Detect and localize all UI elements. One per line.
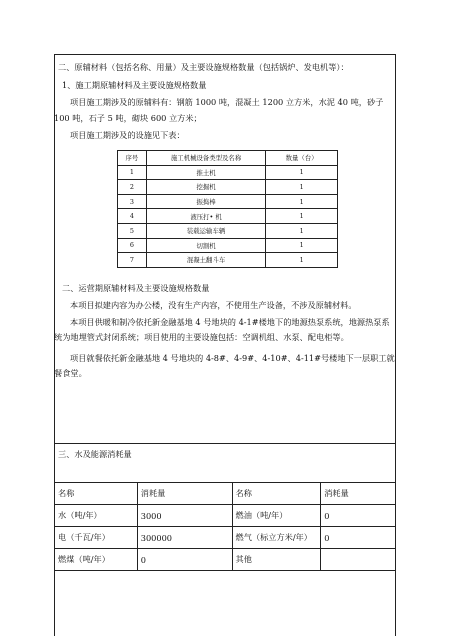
- table-cell: 1: [266, 180, 338, 195]
- equipment-table: [117, 150, 338, 268]
- table-cell: 1: [266, 194, 338, 209]
- materials-line-1: 项目施工期涉及的原辅料有：钢筋 1000 吨，混凝土 1200 立方米，水泥 40 吨，砂子: [70, 97, 384, 107]
- section2-heading: 二、原辅材料（包括名称、用量）及主要设施规格数量（包括锅炉、发电机等）：: [58, 62, 349, 72]
- table-cell: 挖掘机: [146, 180, 265, 195]
- resource-table-header: [55, 483, 396, 505]
- table-cell: 300000: [137, 527, 232, 549]
- header-cell: 消耗量: [137, 483, 232, 505]
- table-cell: 1: [266, 209, 338, 224]
- table-row: [118, 180, 338, 195]
- header-cell: 消耗量: [321, 483, 396, 505]
- table-cell: 燃煤（吨/年）: [55, 549, 138, 571]
- table-cell: 电（千瓦/年）: [55, 527, 138, 549]
- table-cell: 1: [266, 223, 338, 238]
- table-cell: 燃油（吨/年）: [232, 505, 321, 527]
- table-cell: 燃气（标立方米/年）: [232, 527, 321, 549]
- section-divider: [54, 443, 396, 444]
- header-cell: 数量（台）: [266, 151, 338, 166]
- operation-subheading: 二、运营期原辅材料及主要设施规格数量: [62, 283, 210, 293]
- table-cell: 液压打• 机: [146, 209, 265, 224]
- table-cell: 0: [137, 549, 232, 571]
- table-cell: 1: [266, 238, 338, 253]
- table-row: [55, 527, 396, 549]
- operation-paragraph-1: 本项目拟建内容为办公楼，没有生产内容，不使用生产设备，不涉及原辅材料。: [70, 300, 357, 310]
- table-row: [118, 238, 338, 253]
- table-cell: 0: [321, 505, 396, 527]
- table-cell: 6: [118, 238, 147, 253]
- operation-paragraph-2: 本项目供暖和制冷依托新金融基地 4 号地块的 4-1#楼地下的地源热泵系统，地源热泵系统为地埋管式封闭系统；项目使用的主要设施包括：空调机组、水泵、配电柜等。: [54, 317, 390, 342]
- operation-paragraph-3: 项目就餐依托新金融基地 4 号地块的 4-8#、4-9#、4-10#、4-11#号楼地下一层职工就餐食堂。: [54, 353, 395, 378]
- table-row: [55, 505, 396, 527]
- table-cell: 3000: [137, 505, 232, 527]
- resource-table: [54, 482, 396, 571]
- table-row: [118, 223, 338, 238]
- table-cell: 切割机: [146, 238, 265, 253]
- table-cell: 5: [118, 223, 147, 238]
- table-cell: 1: [118, 165, 147, 180]
- table-row: [118, 209, 338, 224]
- table-cell: 装载运输车辆: [146, 223, 265, 238]
- table-row: [118, 165, 338, 180]
- construction-subheading: 1、施工期原辅材料及主要设施规格数量: [62, 80, 207, 90]
- table-row: [118, 194, 338, 209]
- header-cell: 序号: [118, 151, 147, 166]
- table-cell: 2: [118, 180, 147, 195]
- table-cell: 其他: [232, 549, 321, 571]
- table-cell: 1: [266, 253, 338, 268]
- table-cell: 振捣棒: [146, 194, 265, 209]
- header-cell: 名称: [232, 483, 321, 505]
- table-cell: 7: [118, 253, 147, 268]
- equipment-table-header: [118, 151, 338, 166]
- table-cell: 4: [118, 209, 147, 224]
- table-cell: 0: [321, 527, 396, 549]
- table-cell: 1: [266, 165, 338, 180]
- header-cell: 施工机械设备类型及名称: [146, 151, 265, 166]
- table-cell: 推土机: [146, 165, 265, 180]
- table-cell: 水（吨/年）: [55, 505, 138, 527]
- table-row: [55, 549, 396, 571]
- header-cell: 名称: [55, 483, 138, 505]
- table-cell: [321, 549, 396, 571]
- table-row: [118, 253, 338, 268]
- table-cell: 混凝土翻斗车: [146, 253, 265, 268]
- section3-heading: 三、水及能源消耗量: [58, 449, 132, 459]
- table-cell: 3: [118, 194, 147, 209]
- equipment-intro: 项目施工期涉及的设施见下表：: [70, 130, 185, 140]
- materials-line-2: 100 吨，石子 5 吨，砌块 600 立方米；: [54, 113, 202, 123]
